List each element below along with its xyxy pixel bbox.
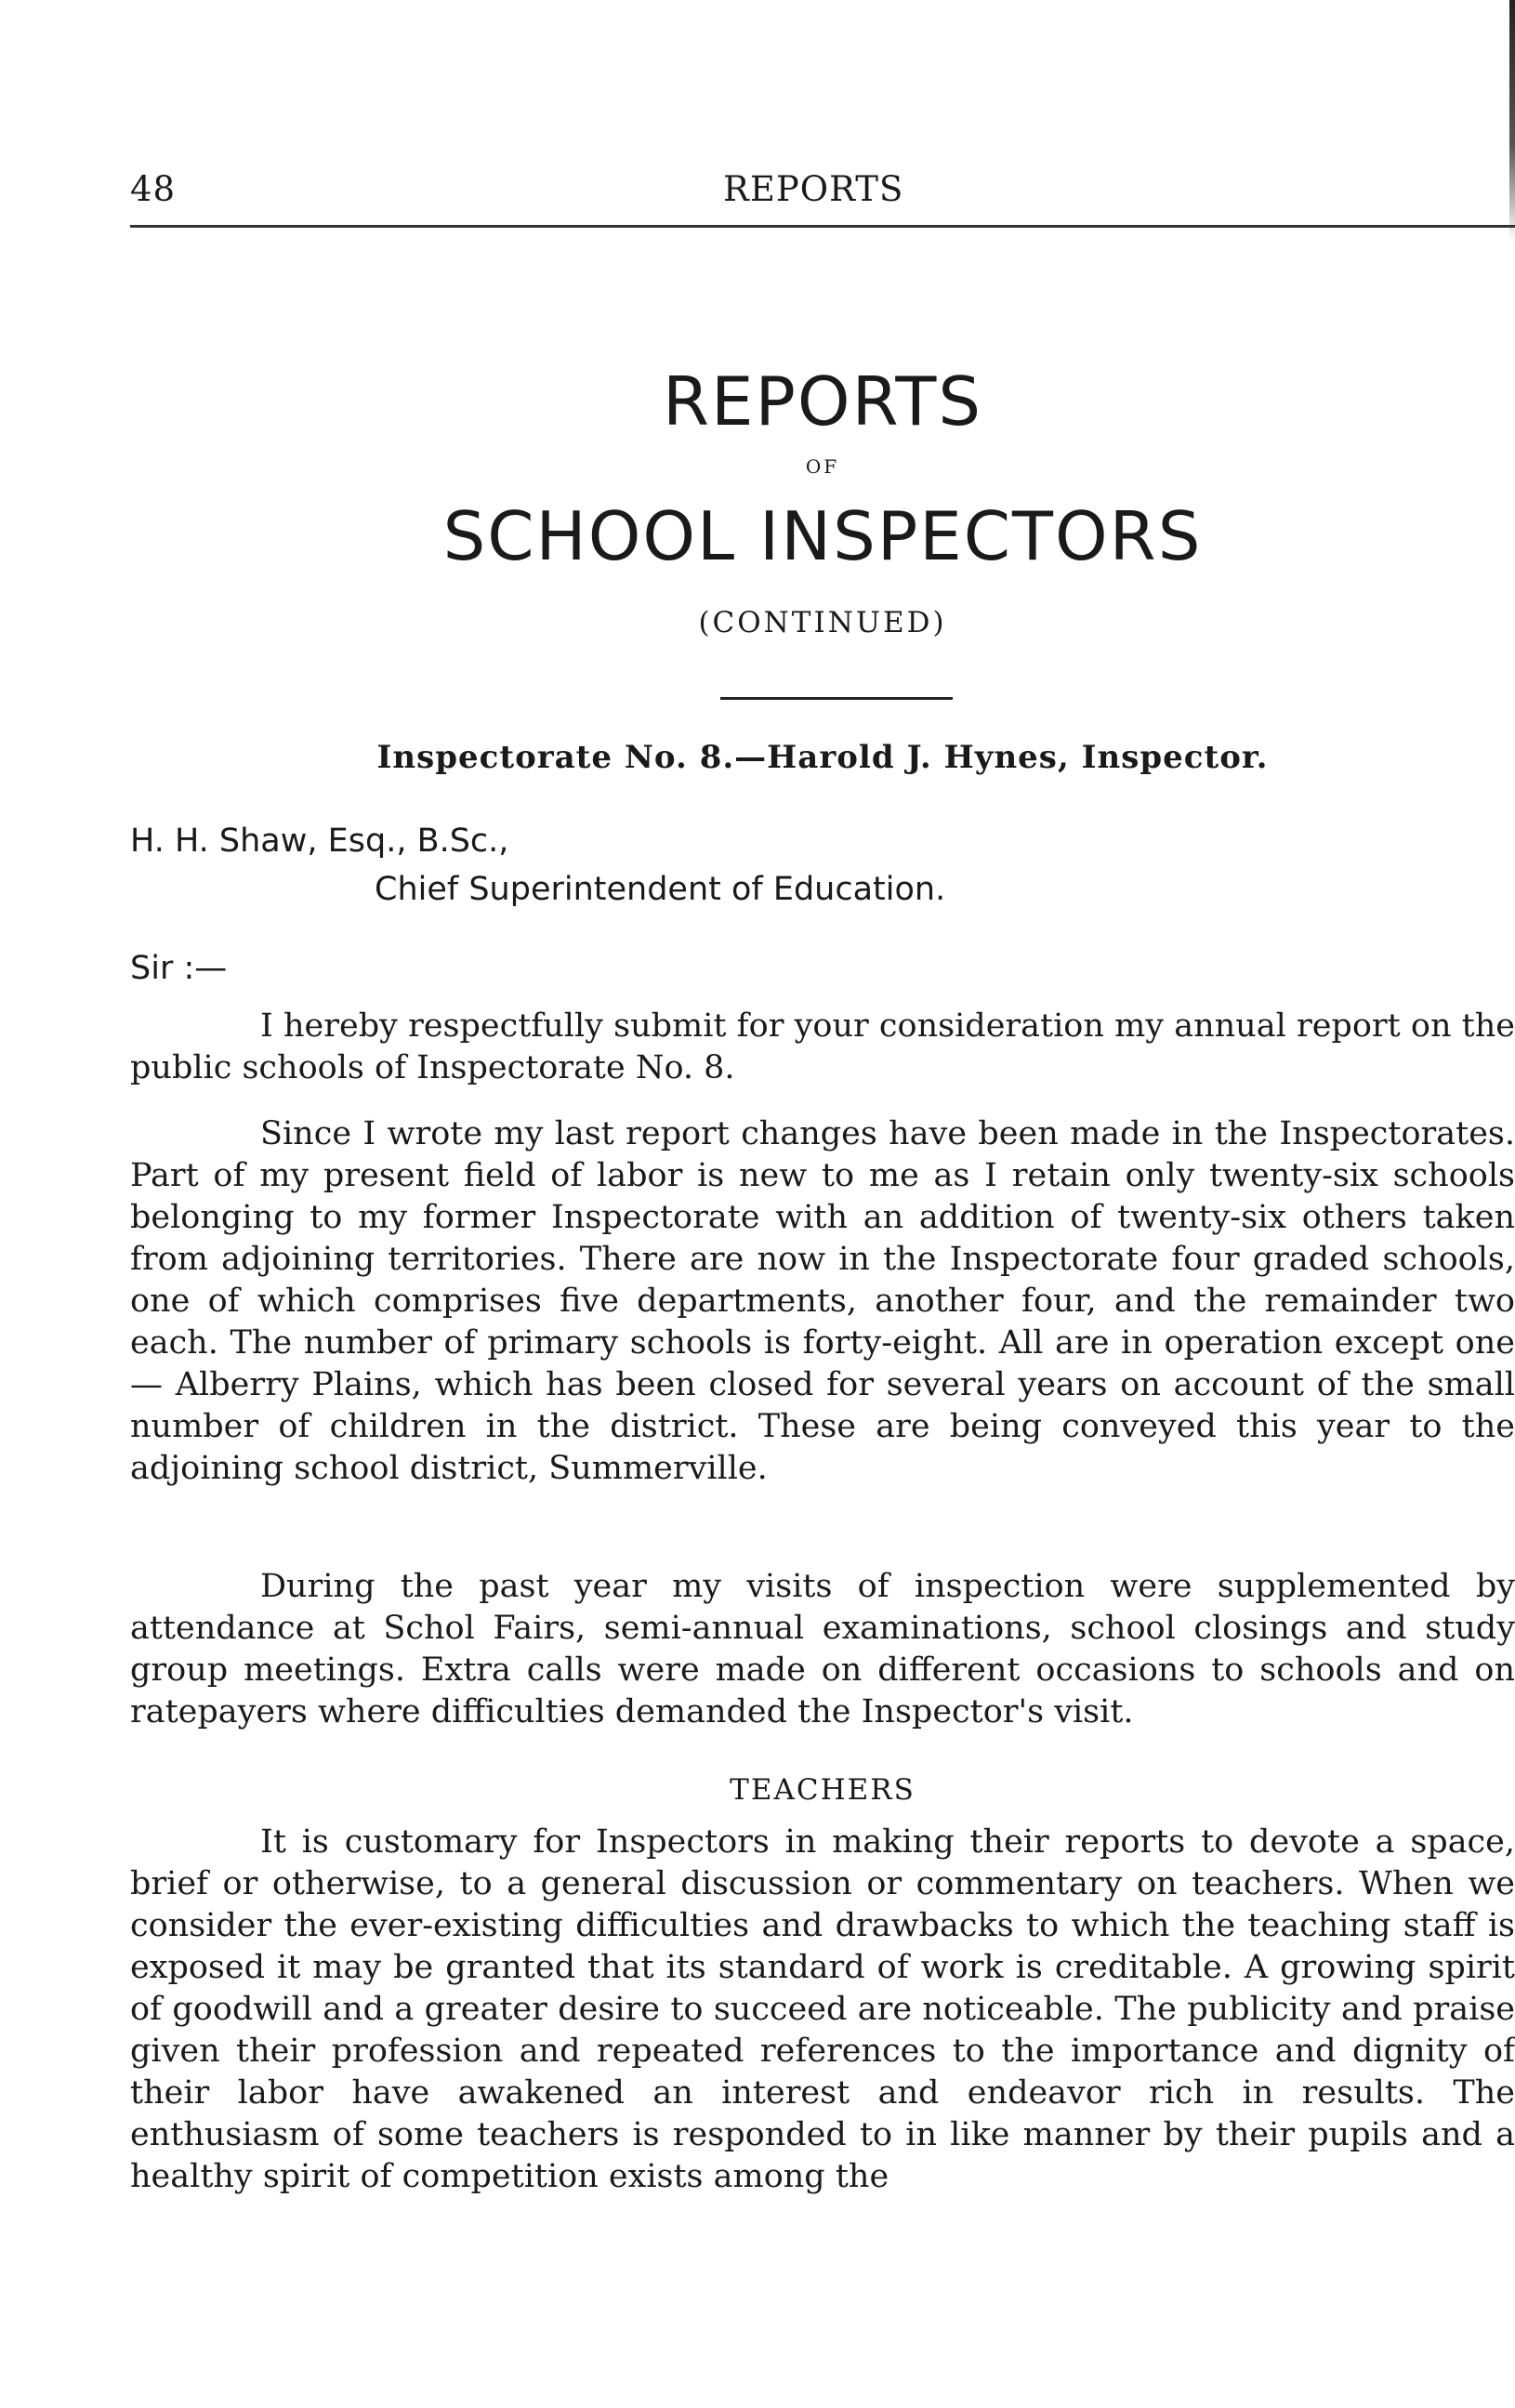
title-rule — [720, 697, 953, 700]
addressee-title: Chief Superintendent of Education. — [375, 871, 946, 908]
page-number: 48 — [130, 169, 177, 209]
title-reports: REPORTS — [662, 362, 983, 441]
running-title: REPORTS — [723, 169, 904, 209]
inspectorate-heading: Inspectorate No. 8.—Harold J. Hynes, Inspector. — [376, 739, 1269, 776]
section-heading-teachers: TEACHERS — [730, 1773, 916, 1807]
paragraph-2 — [130, 1113, 1515, 1490]
paragraph-1 — [130, 1006, 1515, 1089]
salutation: Sir :— — [130, 950, 228, 987]
title-school-inspectors: SCHOOL INSPECTORS — [442, 497, 1203, 575]
addressee-name: H. H. Shaw, Esq., B.Sc., — [130, 822, 509, 860]
paragraph-1-text: I hereby respectfully submit for your consideration my annual report on the public schools of Inspectorate No. 8. — [130, 1007, 1515, 1086]
title-of: OF — [805, 455, 840, 478]
paragraph-4 — [130, 1822, 1515, 2198]
paragraph-3-text: During the past year my visits of inspection were supplemented by attendance at Schol Fairs, semi-annual examinations, school closings and study group meetings. Extra calls were made on different occasions to schools and on ratepayers where difficulties demanded the Inspector's visit. — [130, 1568, 1515, 1730]
header-rule — [130, 225, 1515, 228]
paragraph-3 — [130, 1566, 1515, 1733]
page-edge-shadow — [1509, 0, 1515, 242]
paragraph-2-text: Since I wrote my last report changes have been made in the Inspectorates. Part of my present field of labor is new to me as I retain only twenty-six schools belonging to my former Inspectorate with an addition of twenty-six others taken from adjoining territories. There are now in the Inspectorate four graded schools, one of which comprises five departments, another four, and the remainder two each. The number of primary schools is forty-eight. All are in operation except one — Alberry Plains, which has been closed for several years on account of the small number of children in the district. These are being conveyed this year to the adjoining school district, Summerville. — [130, 1115, 1515, 1487]
title-continued: (CONTINUED) — [698, 606, 947, 639]
paragraph-4-text: It is customary for Inspectors in making their reports to devote a space, brief or otherwise, to a general discussion or commentary on teachers. When we consider the ever-existing difficulties and drawbacks to which the teaching staff is exposed it may be granted that its standard of work is creditable. A growing spirit of goodwill and a greater desire to succeed are noticeable. The publicity and praise given their profession and repeated references to the importance and dignity of their labor have awakened an interest and endeavor rich in results. The enthusiasm of some teachers is responded to in like manner by their pupils and a healthy spirit of competition exists among the — [130, 1823, 1515, 2195]
